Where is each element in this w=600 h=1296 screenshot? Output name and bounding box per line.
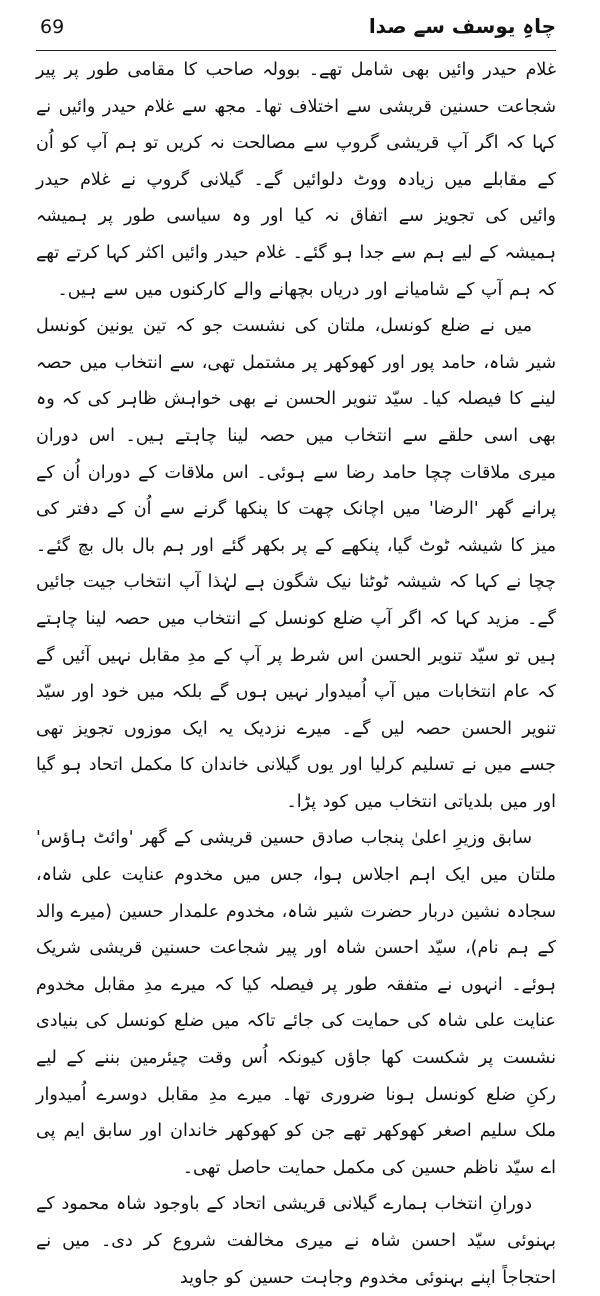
paragraph: غلام حیدر وائیں بھی شامل تھے۔ بوولہ صاحب کا مقامی طور پر پیر شجاعت حسنین قریشی سے اختلاف تھا۔ مجھ سے غلام حیدر وائیں نے کہا کہ اگر آپ قریشی گروپ سے مصالحت نہ کریں تو ہم آپ کو اُن کے مقابلے میں زیادہ ووٹ دلوائیں گے۔ گیلانی گروپ نے غلام حیدر وائیں کی تجویز سے اتفاق نہ کیا اور وہ سیاسی طور پر ہمیشہ ہمیشہ کے لیے ہم سے جدا ہو گئے۔ غلام حیدر وائیں اکثر کہا کرتے تھے کہ ہم آپ کے شامیانے اور دریاں بچھانے والے کارکنوں میں سے ہیں۔ [36,60,556,300]
body-text [36,52,556,1288]
running-title: چاہِ یوسف سے صدا [368,14,556,38]
paragraph: دورانِ انتخاب ہمارے گیلانی قریشی اتحاد کے باوجود شاہ محمود کے بہنوئی سیّد احسن شاہ نے میری مخالفت شروع کر دی۔ میں نے احتجاجاً اپنے بہنوئی مخدوم وجاہت حسین کو جاوید [36,1194,556,1288]
page-number: 69 [40,16,65,38]
paragraph: میں نے ضلع کونسل، ملتان کی نشست جو کہ تین یونین کونسل شیر شاہ، حامد پور اور کھوکھر پر مشتمل تھی، سے انتخاب میں حصہ لینے کا فیصلہ کیا۔ سیّد تنویر الحسن نے بھی خواہش ظاہر کی کہ وہ بھی اسی حلقے سے انتخاب میں حصہ لینا چاہتے ہیں۔ اس دوران میری ملاقات چچا حامد رضا سے ہوئی۔ اس ملاقات کے دوران اُن کے پرانے گھر 'الرضا' میں اچانک چھت کا پنکھا گرنے سے اُن کے دفتر کی میز کا شیشہ ٹوٹ گیا، پنکھے کے پر بکھر گئے اور ہم بال بال بچ گئے۔ چچا نے کہا کہ شیشہ ٹوٹنا نیک شگون ہے لہٰذا آپ انتخاب جیت جائیں گے۔ مزید کہا کہ اگر آپ ضلع کونسل کے انتخاب میں حصہ لینا چاہتے ہیں تو سیّد تنویر الحسن اس شرط پر آپ کے مدِ مقابل نہیں آئیں گے کہ عام انتخابات میں آپ اُمیدوار نہیں ہوں گے بلکہ میں خود اور سیّد تنویر الحسن حصہ لیں گے۔ میرے نزدیک یہ ایک موزوں تجویز تھی جسے میں نے تسلیم کرلیا اور یوں گیلانی خاندان کا مکمل اتحاد ہو گیا اور میں بلدیاتی انتخاب میں کود پڑا۔ [36,316,556,812]
paragraph: سابق وزیرِ اعلیٰ پنجاب صادق حسین قریشی کے گھر 'وائٹ ہاؤس' ملتان میں ایک اہم اجلاس ہوا، جس میں مخدوم عنایت علی شاہ، سجادہ نشین دربار حضرت شیر شاہ، مخدوم علمدار حسین (میرے والد کے ہم نام)، سیّد احسن شاہ اور پیر شجاعت حسنین قریشی شریک ہوئے۔ انہوں نے متفقہ طور پر فیصلہ کیا کہ میرے مدِ مقابل مخدوم عنایت علی شاہ کی حمایت کی جائے تاکہ میں ضلع کونسل کی بنیادی نشست پر شکست کھا جاؤں کیونکہ اُس وقت چیئرمین بننے کے لیے رکنِ ضلع کونسل ہونا ضروری تھا۔ میرے مدِ مقابل دوسرے اُمیدوار ملک سلیم اصغر کھوکھر تھے جن کو کھوکھر خاندان اور سابق ایم پی اے سیّد ناظم حسین کی مکمل حمایت حاصل تھی۔ [36,828,556,1178]
page-header [36,10,556,51]
